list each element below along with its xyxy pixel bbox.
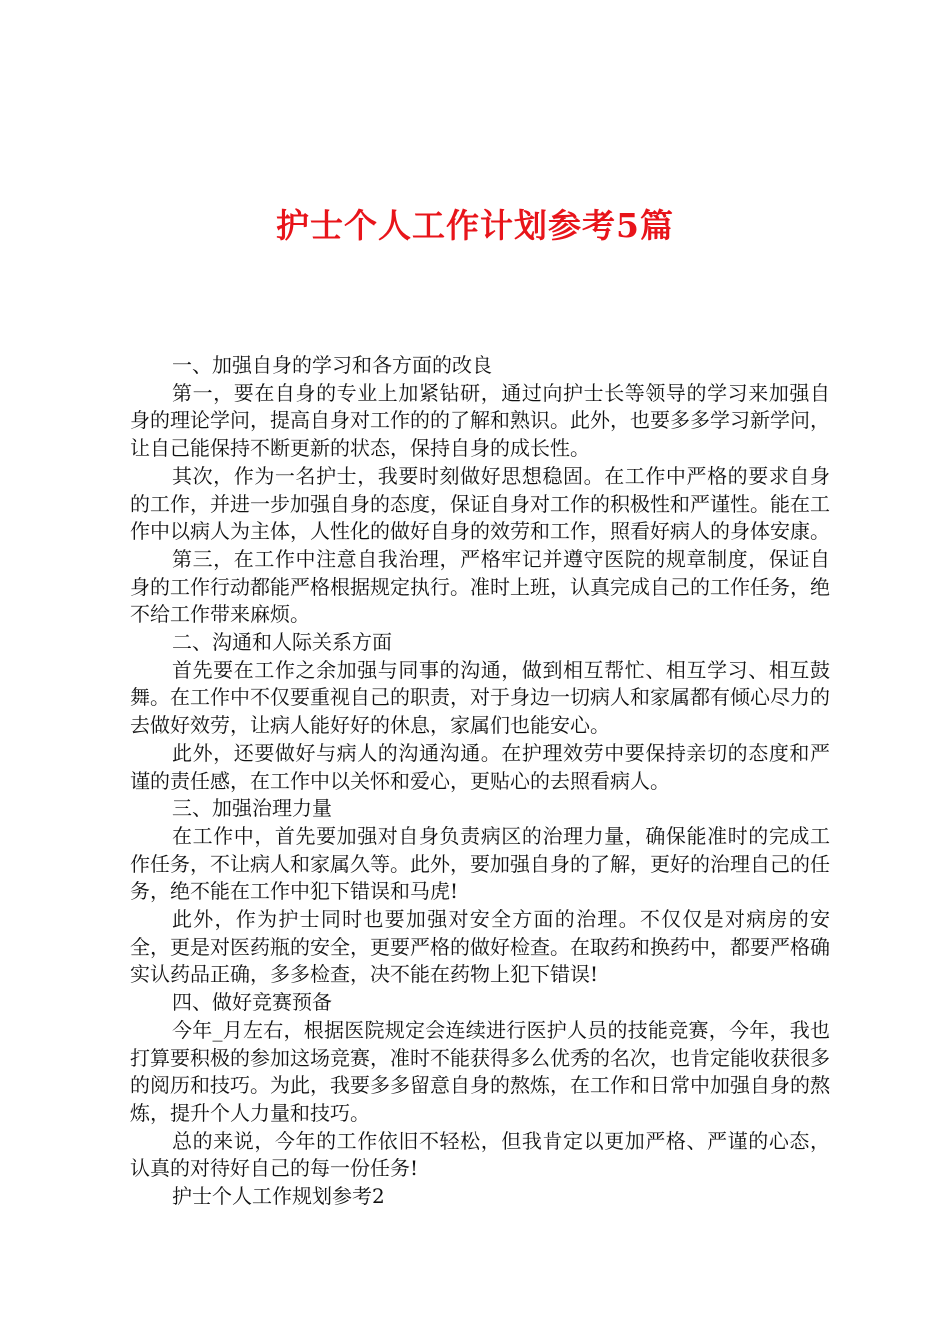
document-title: 护士个人工作计划参考5篇	[276, 206, 674, 245]
paragraph: 总的来说，今年的工作依旧不轻松，但我肯定以更加严格、严谨的心态，认真的对待好自己的每一份任务!	[130, 1128, 830, 1181]
section-heading: 二、沟通和人际关系方面	[172, 630, 392, 655]
paragraph: 此外，作为护士同时也要加强对安全方面的治理。不仅仅是对病房的安全，更是对医药瓶的安全，更要严格的做好检查。在取药和换药中，都要严格确实认药品正确，多多检查，决不能在药物上犯下错误!	[130, 907, 830, 987]
section-heading: 四、做好竞赛预备	[172, 990, 332, 1015]
paragraph: 在工作中，首先要加强对自身负责病区的治理力量，确保能准时的完成工作任务，不让病人和家属久等。此外，要加强自身的了解，更好的治理自己的任务，绝不能在工作中犯下错误和马虎!	[130, 823, 830, 904]
paragraph: 第一，要在自身的专业上加紧钻研，通过向护士长等领导的学习来加强自身的理论学问，提高自身对工作的的了解和熟识。此外，也要多多学习新学问，让自己能保持不断更新的状态，保持自身的成长性。	[130, 380, 830, 461]
paragraph: 今年_月左右，根据医院规定会连续进行医护人员的技能竞赛，今年，我也打算要积极的参加这场竞赛，准时不能获得多么优秀的名次，也肯定能收获很多的阅历和技巧。为此，我要多多留意自身的熬炼，在工作和日常中加强自身的熬炼，提升个人力量和技巧。	[130, 1017, 830, 1125]
paragraph: 首先要在工作之余加强与同事的沟通，做到相互帮忙、相互学习、相互鼓舞。在工作中不仅要重视自己的职责，对于身边一切病人和家属都有倾心尽力的去做好效劳，让病人能好好的休息，家属们也能安心。	[130, 657, 830, 738]
paragraph: 其次，作为一名护士，我要时刻做好思想稳固。在工作中严格的要求自身的工作，并进一步加强自身的态度，保证自身对工作的积极性和严谨性。能在工作中以病人为主体，人性化的做好自身的效劳和工作，照看好病人的身体安康。	[130, 463, 830, 544]
document-body	[130, 352, 830, 1211]
section-heading: 三、加强治理力量	[172, 796, 332, 821]
next-article-heading: 护士个人工作规划参考2	[172, 1184, 385, 1209]
paragraph: 第三，在工作中注意自我治理，严格牢记并遵守医院的规章制度，保证自身的工作行动都能严格根据规定执行。准时上班，认真完成自己的工作任务，绝不给工作带来麻烦。	[130, 546, 830, 627]
section-heading: 一、加强自身的学习和各方面的改良	[172, 353, 492, 377]
paragraph: 此外，还要做好与病人的沟通沟通。在护理效劳中要保持亲切的态度和严谨的责任感，在工作中以关怀和爱心，更贴心的去照看病人。	[130, 740, 830, 793]
